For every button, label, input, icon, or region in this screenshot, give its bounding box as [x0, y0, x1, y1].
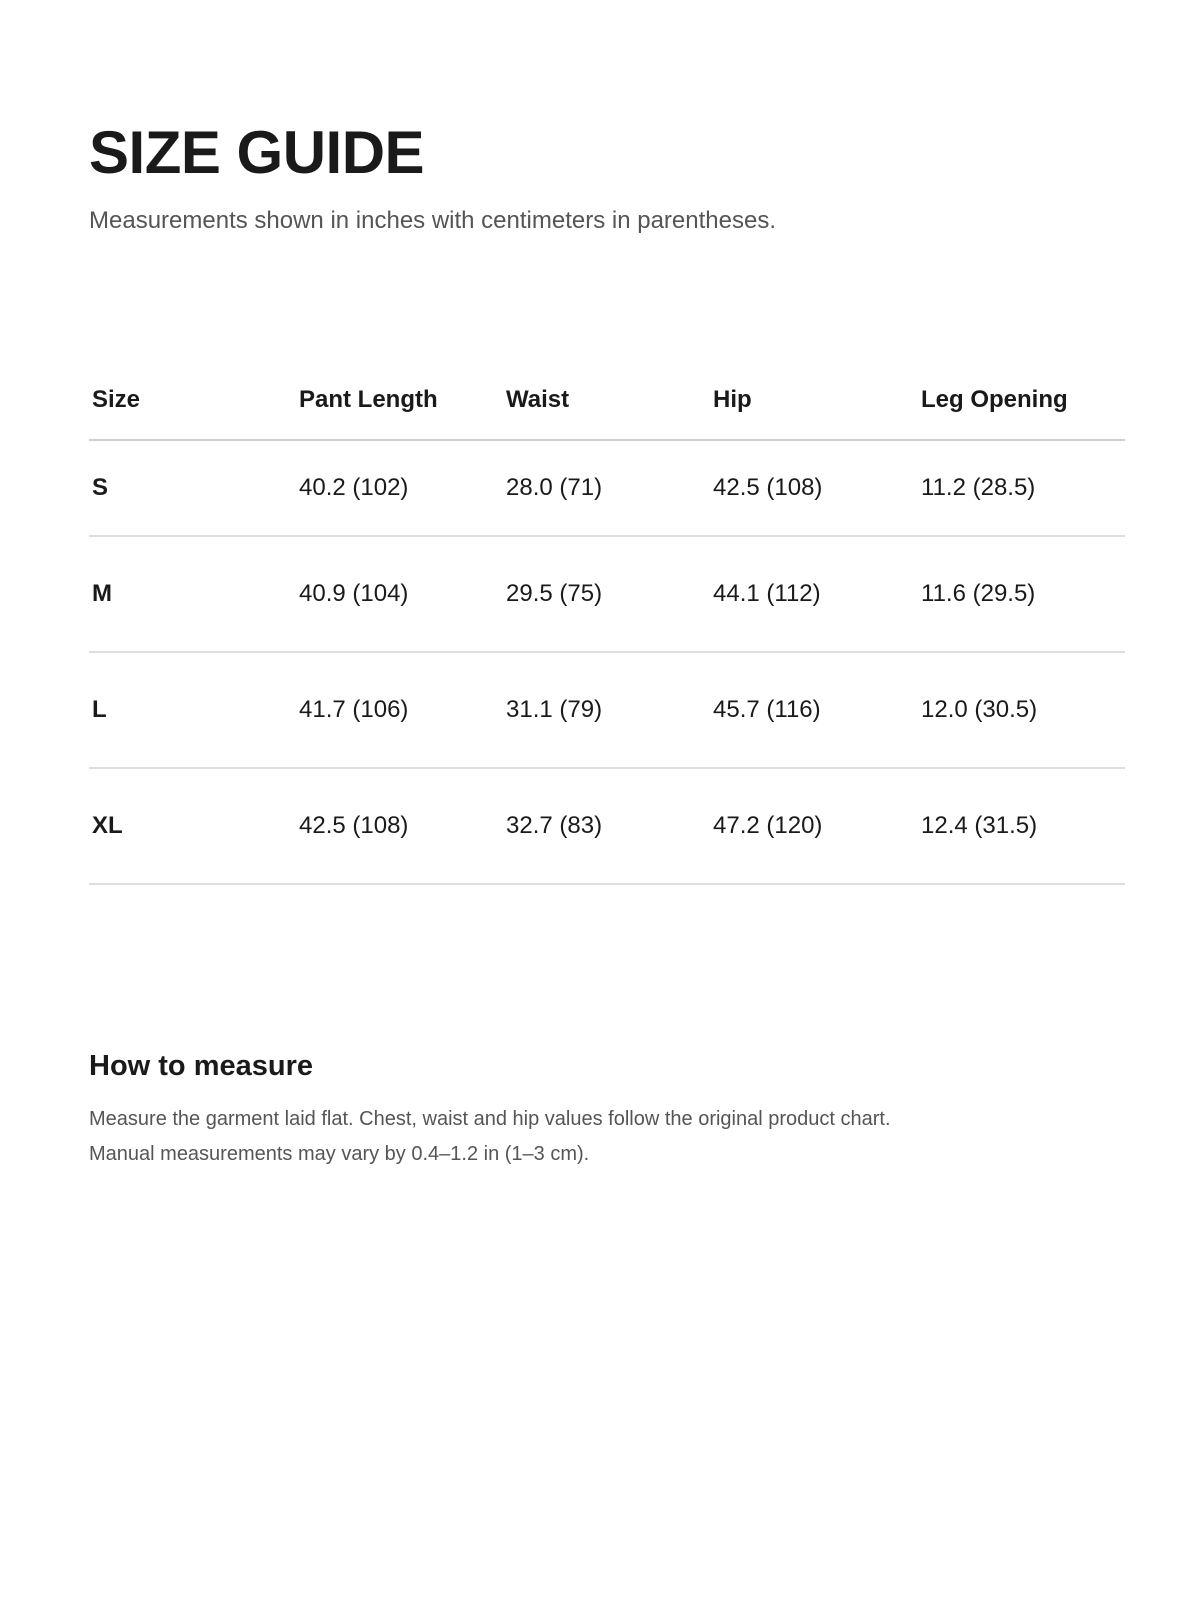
header-size: Size [89, 360, 296, 440]
waist-cell: 29.5 (75) [503, 536, 710, 652]
header-waist: Waist [503, 360, 710, 440]
waist-cell: 32.7 (83) [503, 768, 710, 884]
table-row [89, 536, 1125, 652]
size-table [89, 360, 1125, 885]
leg-opening-cell: 12.0 (30.5) [918, 652, 1125, 768]
header-pant-length: Pant Length [296, 360, 503, 440]
pant-length-cell: 42.5 (108) [296, 768, 503, 884]
pant-length-cell: 40.2 (102) [296, 440, 503, 536]
how-to-measure-title: How to measure [89, 1050, 313, 1082]
size-cell: XL [89, 768, 296, 884]
table-header-row [89, 360, 1125, 440]
page-title: SIZE GUIDE [89, 119, 425, 186]
table-row [89, 652, 1125, 768]
page-subtitle: Measurements shown in inches with centimeters in parentheses. [89, 207, 776, 234]
waist-cell: 28.0 (71) [503, 440, 710, 536]
leg-opening-cell: 12.4 (31.5) [918, 768, 1125, 884]
how-to-measure-line: Manual measurements may vary by 0.4–1.2 in (1–3 cm). [89, 1143, 590, 1165]
size-cell: L [89, 652, 296, 768]
header-leg-opening: Leg Opening [918, 360, 1125, 440]
header-hip: Hip [710, 360, 918, 440]
hip-cell: 47.2 (120) [710, 768, 918, 884]
pant-length-cell: 41.7 (106) [296, 652, 503, 768]
hip-cell: 42.5 (108) [710, 440, 918, 536]
hip-cell: 44.1 (112) [710, 536, 918, 652]
size-cell: S [89, 440, 296, 536]
pant-length-cell: 40.9 (104) [296, 536, 503, 652]
leg-opening-cell: 11.2 (28.5) [918, 440, 1125, 536]
waist-cell: 31.1 (79) [503, 652, 710, 768]
hip-cell: 45.7 (116) [710, 652, 918, 768]
leg-opening-cell: 11.6 (29.5) [918, 536, 1125, 652]
table-row [89, 440, 1125, 536]
how-to-measure-line: Measure the garment laid flat. Chest, waist and hip values follow the original product chart. [89, 1108, 891, 1130]
table-row [89, 768, 1125, 884]
size-cell: M [89, 536, 296, 652]
how-to-measure-text [89, 1102, 891, 1172]
